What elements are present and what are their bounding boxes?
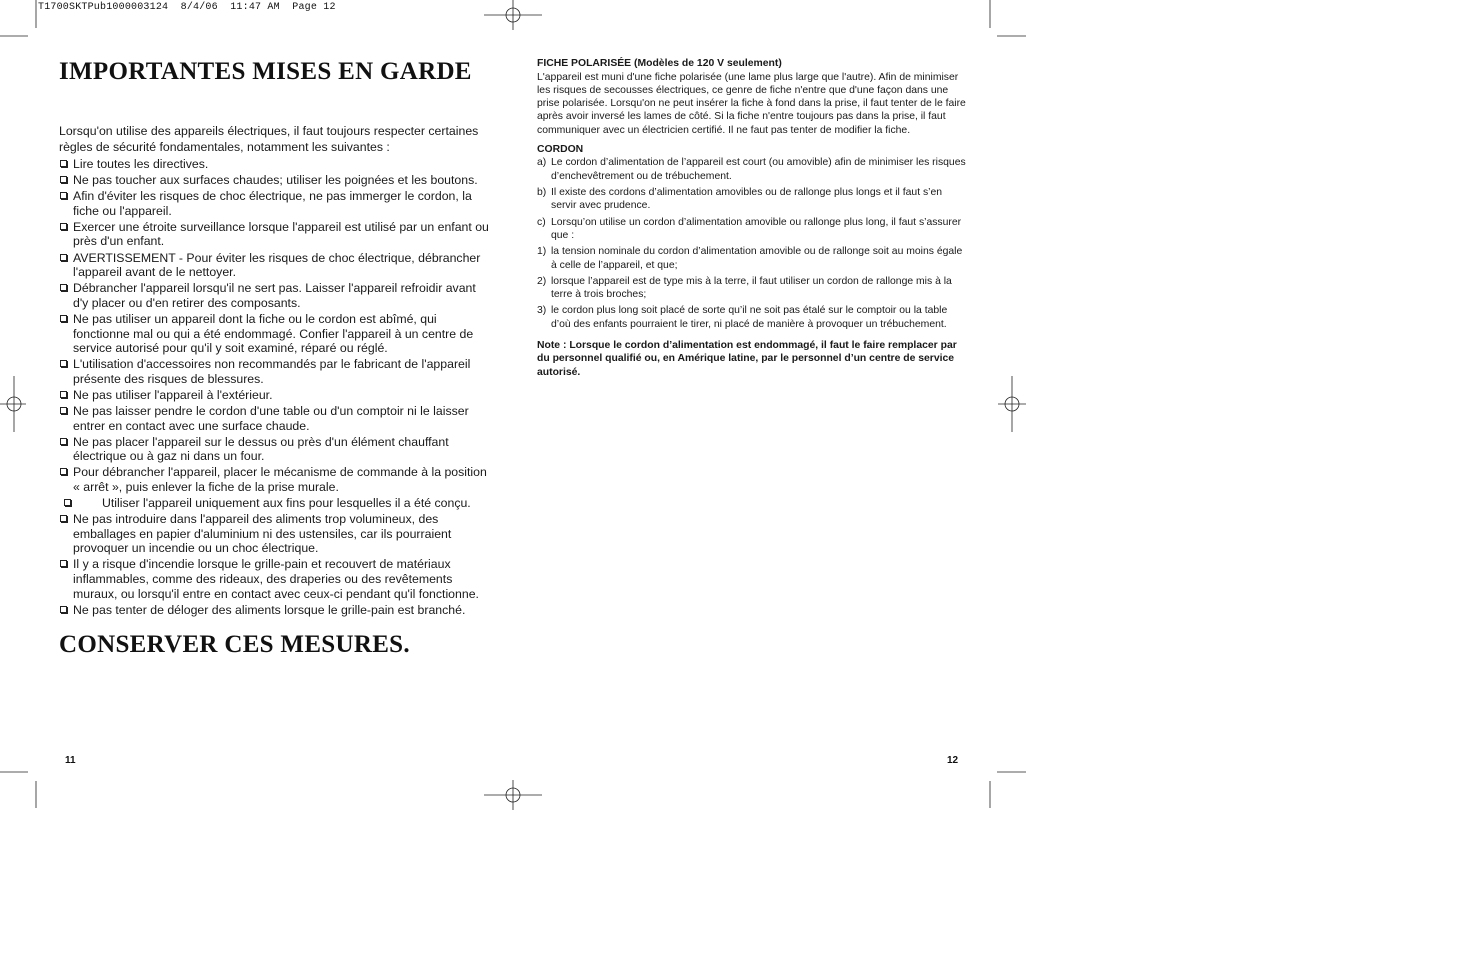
checkbox-square-icon: [64, 499, 71, 506]
checkbox-square-icon: [60, 284, 67, 291]
list-item: Pour débrancher l'appareil, placer le mécanisme de commande à la position « arrêt », puis enlever la fiche de la prise murale.: [59, 465, 491, 494]
list-item: Débrancher l'appareil lorsqu'il ne sert pas. Laisser l'appareil refroidir avant d'y placer ou d'en retirer des composants.: [59, 281, 491, 310]
safety-checklist: [59, 157, 491, 617]
registration-mark-left: [0, 376, 26, 432]
list-item: Il y a risque d'incendie lorsque le grille-pain et recouvert de matériaux inflammables, comme des rideaux, des draperies ou des revêtements muraux, ou lorsqu'il entre en contact avec ceux-ci pendant qu'il fonctionne.: [59, 557, 491, 601]
list-item: Lire toutes les directives.: [59, 157, 491, 172]
list-item: a) Le cordon d’alimentation de l’appareil est court (ou amovible) afin de minimiser les risques d’enchevêtrement ou de trébuchement.: [537, 157, 966, 182]
checkbox-square-icon: [60, 407, 67, 414]
checkbox-square-icon: [60, 606, 67, 613]
cord-heading: CORDON: [537, 143, 584, 155]
checkbox-square-icon: [60, 468, 67, 475]
list-item: Afin d'éviter les risques de choc électrique, ne pas immerger le cordon, la fiche ou l'appareil.: [59, 189, 491, 218]
list-item: 1) la tension nominale du cordon d’alimentation amovible ou de rallonge soit au moins égale à celle de l’appareil, et que;: [537, 246, 963, 271]
checkbox-square-icon: [60, 360, 67, 367]
checkbox-square-icon: [60, 160, 67, 167]
page-number-right: 12: [947, 755, 959, 766]
page-title: IMPORTANTES MISES EN GARDE: [59, 58, 472, 85]
registration-mark-top: [484, 0, 542, 30]
checkbox-square-icon: [60, 176, 67, 183]
polarized-plug-heading: FICHE POLARISÉE (Modèles de 120 V seulement): [537, 58, 782, 69]
list-item: Ne pas toucher aux surfaces chaudes; utiliser les poignées et les boutons.: [59, 173, 491, 188]
checkbox-square-icon: [60, 192, 67, 199]
list-item: Exercer une étroite surveillance lorsque l'appareil est utilisé par un enfant ou près d'un enfant.: [59, 220, 491, 249]
polarized-plug-paragraph: L'appareil est muni d'une fiche polarisée (une lame plus large que l'autre). Afin de minimiser les risques de secousses électriques, ce genre de fiche n'entre que d'une façon dans une prise polarisée. Lorsqu'on ne peut insérer la fiche à fond dans la prise, il faut tenter de le faire après avoir inversé les lames de côté. Si la fiche n'entre toujours pas dans la prise, il faut communiquer avec un électricien certifié. Il ne faut pas tenter de modifier la fiche.: [537, 71, 966, 136]
closing-heading: CONSERVER CES MESURES.: [59, 631, 410, 659]
checkbox-square-icon: [60, 254, 67, 261]
print-slug-line: T1700SKTPub1000003124 8/4/06 11:47 AM Page 12: [38, 2, 336, 13]
right-page-plug-and-cord: [537, 57, 969, 379]
registration-mark-right: [998, 376, 1026, 432]
checkbox-square-icon: [60, 560, 67, 567]
damaged-cord-note: Note : Lorsque le cordon d’alimentation est endommagé, il faut le faire remplacer par du personnel qualifié ou, en Amérique latine, par le personnel d’un centre de service autorisé.: [537, 340, 957, 378]
list-item: b) Il existe des cordons d’alimentation amovibles ou de rallonge plus longs et il faut s’en servir avec prudence.: [537, 187, 943, 212]
list-item: AVERTISSEMENT - Pour éviter les risques de choc électrique, débrancher l'appareil avant de le nettoyer.: [59, 251, 491, 280]
list-item: Ne pas introduire dans l'appareil des aliments trop volumineux, des emballages en papier d'aluminium ni des ustensiles, car ils pourraient provoquer un incendie ou un choc électrique.: [59, 512, 491, 556]
list-item: c) Lorsqu’on utilise un cordon d’alimentation amovible ou rallonge plus long, il faut s’assurer que :: [537, 216, 962, 241]
intro-paragraph: Lorsqu'on utilise des appareils électriques, il faut toujours respecter certaines règles de sécurité fondamentales, notamment les suivantes :: [59, 124, 479, 154]
list-item: Utiliser l'appareil uniquement aux fins pour lesquelles il a été conçu.: [59, 496, 491, 511]
list-item: Ne pas utiliser l'appareil à l'extérieur.: [59, 388, 491, 403]
checkbox-square-icon: [60, 438, 67, 445]
registration-mark-bottom: [484, 780, 542, 810]
page-number-left: 11: [65, 755, 76, 766]
list-item: Ne pas tenter de déloger des aliments lorsque le grille-pain est branché.: [59, 603, 491, 618]
list-item: 2) lorsque l’appareil est de type mis à la terre, il faut utiliser un cordon de rallonge mis à la terre à trois broches;: [537, 275, 952, 301]
cord-instructions-list: [537, 156, 969, 331]
checkbox-square-icon: [60, 315, 67, 322]
list-item: Ne pas utiliser un appareil dont la fiche ou le cordon est abîmé, qui fonctionne mal ou qui a été endommagé. Confier l'appareil à un centre de service autorisé pour qu'il y soit examiné, réparé ou réglé.: [59, 312, 491, 356]
checkbox-square-icon: [60, 391, 67, 398]
left-page-safety-instructions: [59, 58, 491, 659]
list-item: 3) le cordon plus long soit placé de sorte qu’il ne soit pas étalé sur le comptoir ou la table d’où des enfants pourraient le tirer, ni placé de manière à provoquer un trébuchement.: [537, 305, 948, 330]
checkbox-square-icon: [60, 515, 67, 522]
list-item: L'utilisation d'accessoires non recommandés par le fabricant de l'appareil présente des risques de blessures.: [59, 357, 491, 386]
list-item: Ne pas placer l'appareil sur le dessus ou près d'un élément chauffant électrique ou à gaz ni dans un four.: [59, 435, 491, 464]
list-item: Ne pas laisser pendre le cordon d'une table ou d'un comptoir ni le laisser entrer en contact avec une surface chaude.: [59, 404, 491, 433]
checkbox-square-icon: [60, 223, 67, 230]
